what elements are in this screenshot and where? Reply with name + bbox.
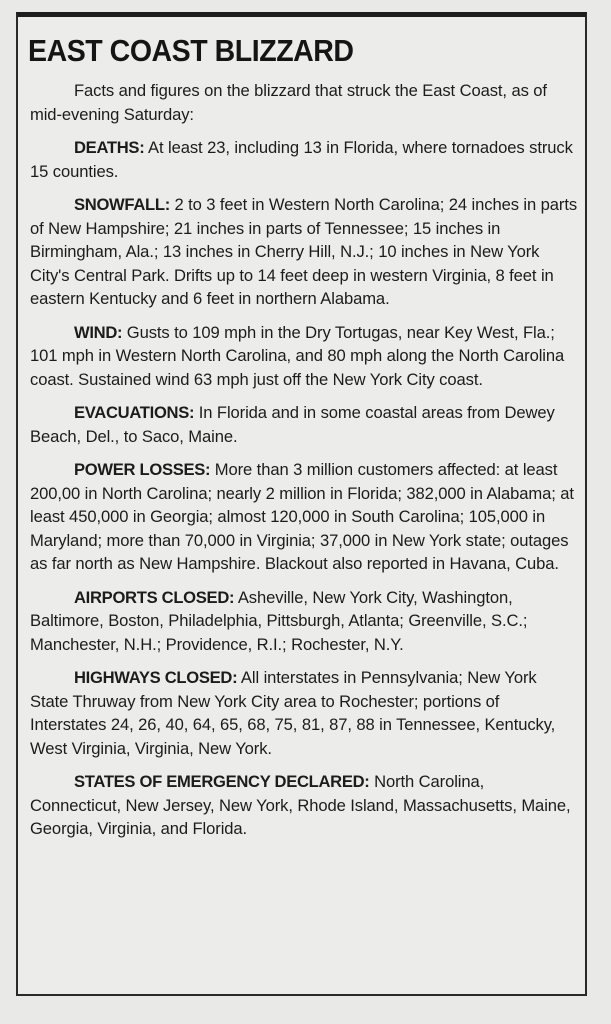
article-body [30, 79, 578, 851]
wind-label: WIND: [74, 322, 123, 342]
states-of-emergency-text: North Carolina, Connecticut, New Jersey, New York, Rhode Island, Massachusetts, Maine, Georgia, Virginia, and Florida. [30, 772, 571, 838]
power-losses-paragraph [30, 458, 578, 576]
snowfall-paragraph [30, 193, 578, 311]
highways-closed-label: HIGHWAYS CLOSED: [74, 668, 238, 687]
headline: EAST COAST BLIZZARD [28, 33, 354, 68]
news-clipping [16, 12, 587, 996]
snowfall-label: SNOWFALL: [74, 195, 170, 214]
states-of-emergency-label: STATES OF EMERGENCY DECLARED: [74, 772, 370, 791]
power-losses-text: More than 3 million customers affected: at least 200,00 in North Carolina; nearly 2 million in Florida; 382,000 in Alabama; at least 450,000 in Georgia; almost 120,000 in South Carolina; 105,000 in Maryland; more than 70,000 in Virginia; 37,000 in New York state; outages as far north as New Hampshire. Blackout also reported in Havana, Cuba. [30, 460, 574, 573]
airports-closed-label: AIRPORTS CLOSED: [74, 587, 235, 607]
evacuations-text: In Florida and in some coastal areas from Dewey Beach, Del., to Saco, Maine. [30, 403, 555, 446]
intro-paragraph: Facts and figures on the blizzard that struck the East Coast, as of mid-evening Saturday: [30, 81, 547, 124]
states-of-emergency-paragraph [30, 770, 578, 841]
highways-closed-paragraph [30, 666, 578, 760]
airports-closed-text: Asheville, New York City, Washington, Baltimore, Boston, Philadelphia, Pittsburgh, Atlanta; Greenville, S.C.; Manchester, N.H.; Providence, R.I.; Rochester, N.Y. [30, 587, 528, 654]
deaths-text: At least 23, including 13 in Florida, where tornadoes struck 15 counties. [30, 138, 573, 181]
deaths-paragraph [30, 136, 578, 183]
wind-paragraph [30, 321, 578, 392]
deaths-label: DEATHS: [74, 138, 145, 157]
snowfall-text: 2 to 3 feet in Western North Carolina; 24 inches in parts of New Hampshire; 21 inches in parts of Tennessee; 15 inches in Birmingham, Ala.; 13 inches in Cherry Hill, N.J.; 10 inches in New York City's Central Park. Drifts up to 14 feet deep in western Virginia, 8 feet in eastern Kentucky and 6 feet in northern Alabama. [30, 195, 578, 308]
highways-closed-text: All interstates in Pennsylvania; New York State Thruway from New York City area to Rochester; portions of Interstates 24, 26, 40, 64, 65, 68, 75, 81, 87, 88 in Tennessee, Kentucky, West Virginia, Virginia, New York. [30, 668, 556, 758]
wind-text: Gusts to 109 mph in the Dry Tortugas, near Key West, Fla.; 101 mph in Western North Carolina, and 80 mph along the North Carolina coast. Sustained wind 63 mph just off the New York City coast. [30, 322, 565, 389]
power-losses-label: POWER LOSSES: [74, 460, 211, 479]
evacuations-label: EVACUATIONS: [74, 403, 195, 422]
airports-closed-paragraph [30, 586, 578, 657]
evacuations-paragraph [30, 401, 578, 448]
